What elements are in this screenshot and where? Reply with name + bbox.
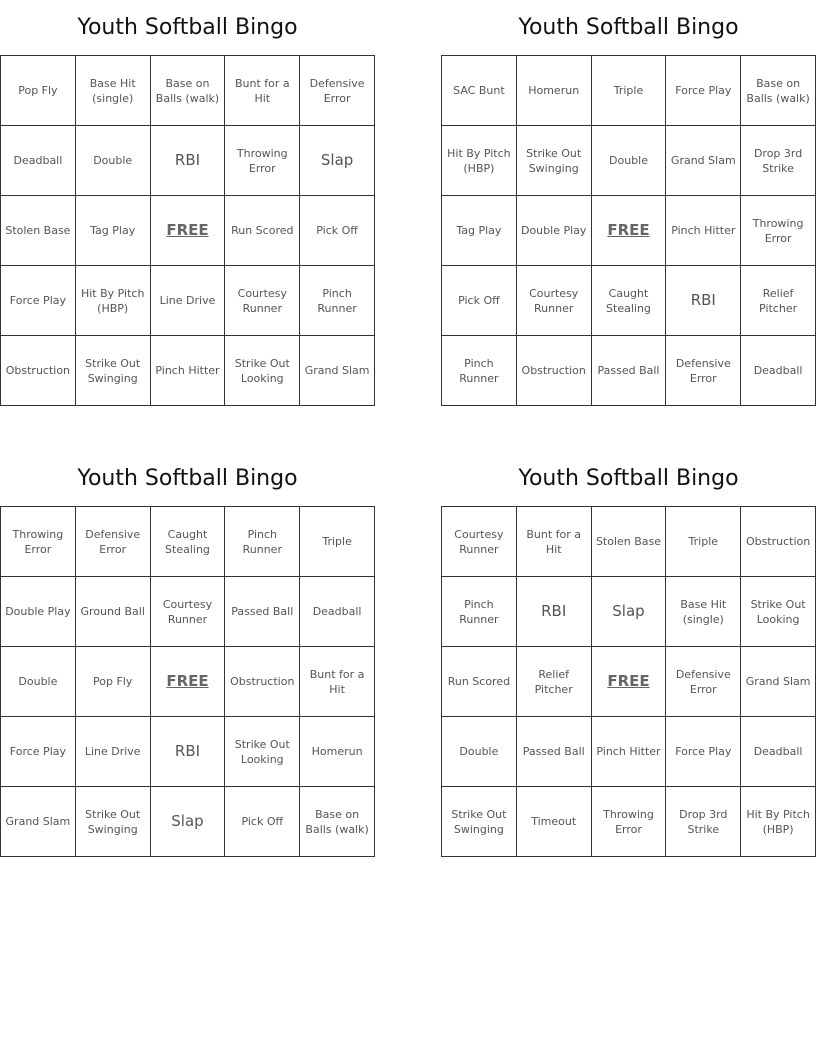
- bingo-cell: Base Hit (single): [666, 577, 741, 647]
- bingo-card-2: [441, 0, 816, 385]
- bingo-cell: Passed Ball: [517, 717, 592, 787]
- bingo-cell: Defensive Error: [300, 56, 375, 126]
- bingo-cell: Strike Out Swinging: [76, 787, 151, 857]
- bingo-cell: Triple: [592, 56, 667, 126]
- bingo-grid: [441, 506, 816, 857]
- bingo-cell: Grand Slam: [741, 647, 816, 717]
- bingo-cell: RBI: [517, 577, 592, 647]
- bingo-cell: Passed Ball: [592, 336, 667, 406]
- bingo-cell: Passed Ball: [225, 577, 300, 647]
- bingo-cell: Pinch Runner: [442, 336, 517, 406]
- bingo-cell: Strike Out Swinging: [517, 126, 592, 196]
- bingo-cell: Relief Pitcher: [741, 266, 816, 336]
- bingo-cell: Hit By Pitch (HBP): [741, 787, 816, 857]
- bingo-cell: Defensive Error: [666, 336, 741, 406]
- bingo-card-4: [441, 451, 816, 836]
- bingo-cell: Tag Play: [76, 196, 151, 266]
- bingo-cell: Stolen Base: [1, 196, 76, 266]
- bingo-cell: Base Hit (single): [76, 56, 151, 126]
- bingo-cell: Double: [442, 717, 517, 787]
- bingo-cell: Pinch Hitter: [151, 336, 226, 406]
- bingo-cell: Double: [592, 126, 667, 196]
- bingo-grid: [0, 55, 375, 406]
- card-title: Youth Softball Bingo: [77, 466, 298, 491]
- bingo-cell: Strike Out Looking: [225, 336, 300, 406]
- bingo-grid: [0, 506, 375, 857]
- free-space: FREE: [151, 647, 226, 717]
- bingo-cell: Double: [76, 126, 151, 196]
- bingo-cell: Timeout: [517, 787, 592, 857]
- bingo-cell: Ground Ball: [76, 577, 151, 647]
- bingo-cell: Triple: [666, 507, 741, 577]
- bingo-card-1: [0, 0, 375, 385]
- free-space: FREE: [151, 196, 226, 266]
- bingo-cell: Run Scored: [225, 196, 300, 266]
- bingo-cell: Courtesy Runner: [225, 266, 300, 336]
- bingo-cell: Deadball: [1, 126, 76, 196]
- bingo-cell: Pinch Hitter: [666, 196, 741, 266]
- bingo-cell: Hit By Pitch (HBP): [76, 266, 151, 336]
- bingo-cell: Homerun: [300, 717, 375, 787]
- bingo-cell: SAC Bunt: [442, 56, 517, 126]
- bingo-cell: Base on Balls (walk): [151, 56, 226, 126]
- bingo-cell: Courtesy Runner: [151, 577, 226, 647]
- bingo-cell: Pinch Runner: [300, 266, 375, 336]
- bingo-cell: Bunt for a Hit: [300, 647, 375, 717]
- bingo-cell: Caught Stealing: [151, 507, 226, 577]
- bingo-cell: Line Drive: [76, 717, 151, 787]
- bingo-cell: Bunt for a Hit: [225, 56, 300, 126]
- bingo-cell: Hit By Pitch (HBP): [442, 126, 517, 196]
- bingo-cell: Strike Out Looking: [741, 577, 816, 647]
- bingo-cell: Pinch Hitter: [592, 717, 667, 787]
- bingo-cell: Caught Stealing: [592, 266, 667, 336]
- bingo-cell: Bunt for a Hit: [517, 507, 592, 577]
- bingo-cell: RBI: [151, 717, 226, 787]
- bingo-cell: Obstruction: [741, 507, 816, 577]
- bingo-cell: Relief Pitcher: [517, 647, 592, 717]
- free-space: FREE: [592, 196, 667, 266]
- bingo-cell: Defensive Error: [76, 507, 151, 577]
- bingo-cell: Pick Off: [300, 196, 375, 266]
- bingo-cell: Base on Balls (walk): [741, 56, 816, 126]
- bingo-cell: Run Scored: [442, 647, 517, 717]
- bingo-cell: Pick Off: [442, 266, 517, 336]
- bingo-cell: RBI: [151, 126, 226, 196]
- bingo-cell: Grand Slam: [666, 126, 741, 196]
- bingo-cell: Obstruction: [225, 647, 300, 717]
- bingo-cell: Slap: [151, 787, 226, 857]
- card-title: Youth Softball Bingo: [518, 466, 739, 491]
- bingo-cell: Strike Out Looking: [225, 717, 300, 787]
- bingo-cell: Pop Fly: [76, 647, 151, 717]
- bingo-cell: Double: [1, 647, 76, 717]
- bingo-cell: Line Drive: [151, 266, 226, 336]
- bingo-cell: Drop 3rd Strike: [741, 126, 816, 196]
- bingo-cell: Deadball: [741, 717, 816, 787]
- bingo-cell: Pinch Runner: [442, 577, 517, 647]
- card-title: Youth Softball Bingo: [518, 15, 739, 40]
- bingo-card-3: [0, 451, 375, 836]
- bingo-cell: Slap: [300, 126, 375, 196]
- bingo-cell: Throwing Error: [741, 196, 816, 266]
- bingo-cell: Double Play: [517, 196, 592, 266]
- bingo-cell: Force Play: [666, 56, 741, 126]
- bingo-cell: Throwing Error: [1, 507, 76, 577]
- free-space: FREE: [592, 647, 667, 717]
- bingo-cell: Throwing Error: [592, 787, 667, 857]
- bingo-cell: Force Play: [1, 717, 76, 787]
- bingo-cell: Defensive Error: [666, 647, 741, 717]
- bingo-cell: Slap: [592, 577, 667, 647]
- bingo-cell: Courtesy Runner: [442, 507, 517, 577]
- bingo-cell: Pinch Runner: [225, 507, 300, 577]
- bingo-cell: Homerun: [517, 56, 592, 126]
- bingo-cell: Obstruction: [517, 336, 592, 406]
- bingo-cell: Force Play: [666, 717, 741, 787]
- bingo-cell: Pick Off: [225, 787, 300, 857]
- bingo-cell: Drop 3rd Strike: [666, 787, 741, 857]
- bingo-cell: Triple: [300, 507, 375, 577]
- bingo-cell: Strike Out Swinging: [442, 787, 517, 857]
- bingo-cell: Tag Play: [442, 196, 517, 266]
- bingo-grid: [441, 55, 816, 406]
- bingo-cell: Deadball: [741, 336, 816, 406]
- bingo-cell: Grand Slam: [1, 787, 76, 857]
- bingo-cell: Obstruction: [1, 336, 76, 406]
- bingo-cell: Deadball: [300, 577, 375, 647]
- bingo-cell: Grand Slam: [300, 336, 375, 406]
- bingo-cell: Force Play: [1, 266, 76, 336]
- card-title: Youth Softball Bingo: [77, 15, 298, 40]
- bingo-cell: Throwing Error: [225, 126, 300, 196]
- bingo-cell: Double Play: [1, 577, 76, 647]
- bingo-cell: Stolen Base: [592, 507, 667, 577]
- bingo-cell: Courtesy Runner: [517, 266, 592, 336]
- bingo-cell: Strike Out Swinging: [76, 336, 151, 406]
- bingo-cell: RBI: [666, 266, 741, 336]
- bingo-cell: Pop Fly: [1, 56, 76, 126]
- bingo-cell: Base on Balls (walk): [300, 787, 375, 857]
